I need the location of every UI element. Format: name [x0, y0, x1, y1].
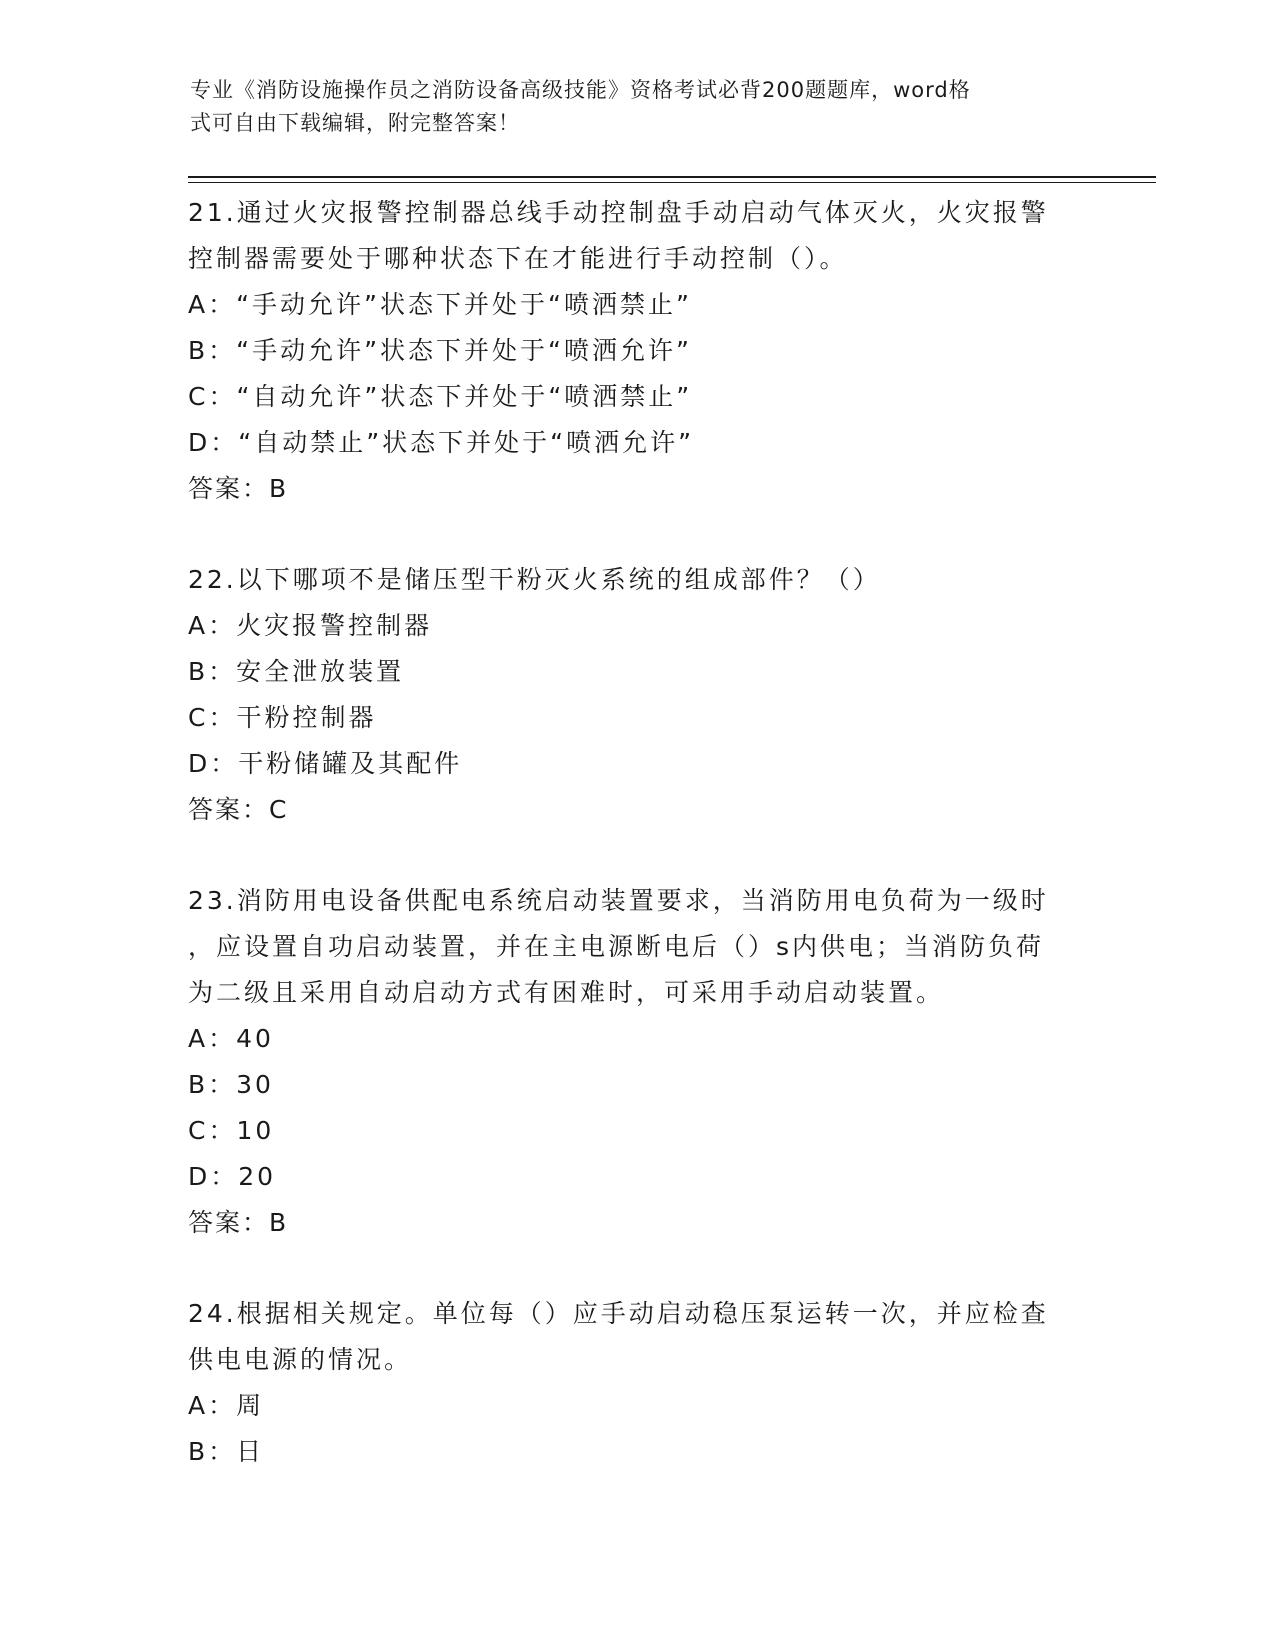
option-b: B：安全泄放装置 [188, 657, 405, 686]
option-d: D：20 [188, 1162, 277, 1191]
option-c: C：10 [188, 1116, 275, 1145]
question-stem-line: 24.根据相关规定。单位每（）应手动启动稳压泵运转一次，并应检查 [188, 1299, 1049, 1328]
option-b: B：“手动允许”状态下并处于“喷洒允许” [188, 336, 692, 365]
question-24 [188, 1291, 1088, 1475]
answer-line: 答案：B [188, 474, 289, 503]
question-stem-line: 供电电源的情况。 [188, 1345, 413, 1374]
option-a: A：40 [188, 1024, 274, 1053]
question-stem-line: 22.以下哪项不是储压型干粉灭火系统的组成部件？（） [188, 565, 881, 594]
question-list [188, 190, 1088, 1475]
question-21 [188, 190, 1088, 512]
answer-line: 答案：B [188, 1208, 289, 1237]
option-a: A：火灾报警控制器 [188, 611, 433, 640]
option-a: A：周 [188, 1391, 265, 1420]
question-spacer [188, 512, 1088, 557]
option-c: C：“自动允许”状态下并处于“喷洒禁止” [188, 382, 693, 411]
header-line-2: 式可自由下载编辑，附完整答案！ [190, 111, 520, 135]
question-stem-line: 控制器需要处于哪种状态下在才能进行手动控制（）。 [188, 244, 848, 273]
option-a: A：“手动允许”状态下并处于“喷洒禁止” [188, 290, 692, 319]
header-divider-thin [188, 182, 1156, 183]
option-d: D：“自动禁止”状态下并处于“喷洒允许” [188, 428, 695, 457]
document-header [190, 74, 1090, 140]
answer-line: 答案：C [188, 795, 289, 824]
option-b: B：日 [188, 1437, 265, 1466]
question-spacer [188, 833, 1088, 878]
question-23 [188, 878, 1088, 1246]
header-line-1: 专业《消防设施操作员之消防设备高级技能》资格考试必背200题题库，word格 [190, 78, 971, 102]
option-d: D：干粉储罐及其配件 [188, 749, 463, 778]
question-22 [188, 557, 1088, 833]
question-stem-line: 23.消防用电设备供配电系统启动装置要求，当消防用电负荷为一级时 [188, 886, 1049, 915]
question-stem-line: 为二级且采用自动启动方式有困难时，可采用手动启动装置。 [188, 978, 945, 1007]
question-spacer [188, 1246, 1088, 1291]
option-c: C：干粉控制器 [188, 703, 377, 732]
option-b: B：30 [188, 1070, 274, 1099]
header-divider-thick [188, 176, 1156, 178]
question-stem-line: 21.通过火灾报警控制器总线手动控制盘手动启动气体灭火，火灾报警 [188, 198, 1049, 227]
question-stem-line: ，应设置自功启动装置，并在主电源断电后（）s内供电；当消防负荷 [188, 932, 1045, 961]
